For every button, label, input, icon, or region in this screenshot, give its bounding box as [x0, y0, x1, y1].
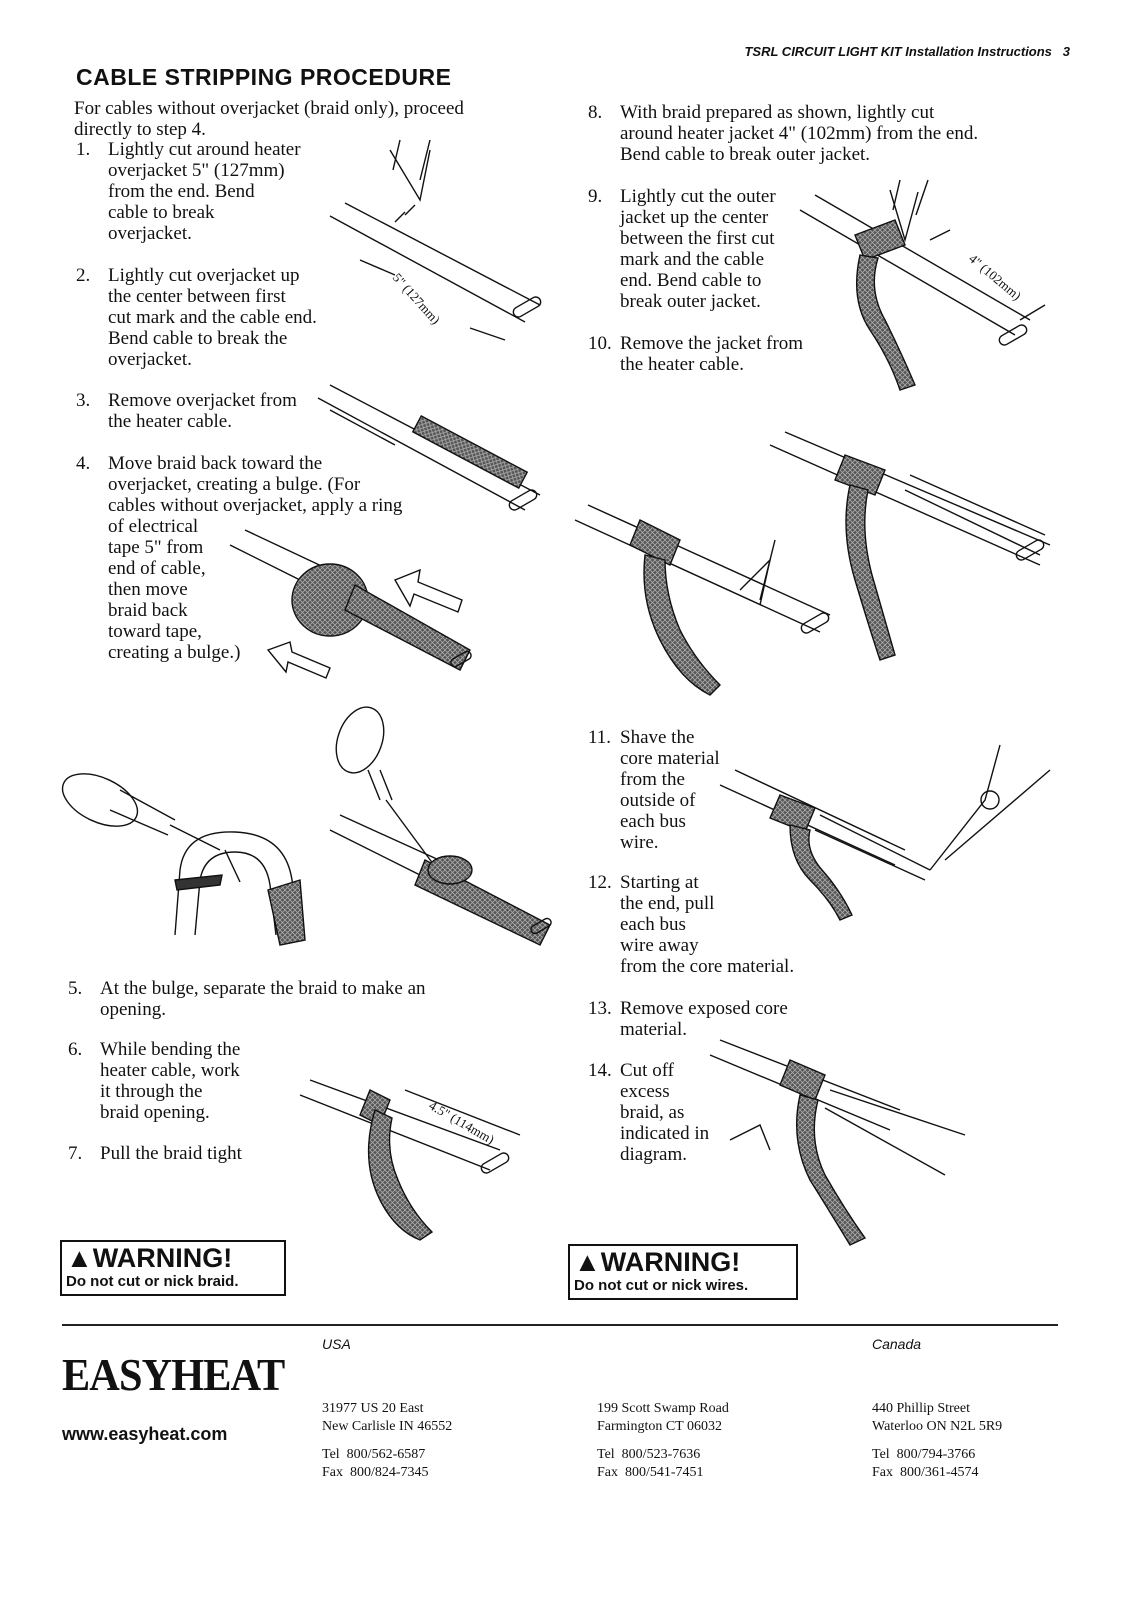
step-10: 10. Remove the jacket from the heater cable. — [588, 333, 804, 375]
step-2: 2. Lightly cut overjacket up the center between first cut mark and the cable end. Bend cable to break the overjacket. — [76, 265, 317, 370]
page-number: 3 — [1062, 44, 1070, 59]
warning-box-braid — [60, 1240, 286, 1296]
step-6: 6. While bending the heater cable, work it through the braid opening. — [68, 1039, 241, 1123]
step-4: 4. Move braid back toward the overjacket, creating a bulge. (For cables without overjacket, apply a ring of electrical tape 5" from end of cable, then move braid back toward tape, creating a bulge.) — [76, 453, 403, 663]
figure-jacket-removed — [770, 432, 1050, 660]
warning-text: Do not cut or nick braid. — [66, 1273, 239, 1290]
office-waterloo-phone: Tel 800/794-3766 Fax 800/361-4574 — [872, 1447, 979, 1480]
office-new-carlisle: 31977 US 20 East New Carlisle IN 46552 — [322, 1401, 453, 1434]
step-5: 5. At the bulge, separate the braid to make an opening. — [68, 978, 426, 1020]
step-9: 9. Lightly cut the outer jacket up the center between the first cut mark and the cable end. Bend cable to break outer jacket. — [588, 186, 776, 312]
step-11: 11. Shave the core material from the outside of each bus wire. — [588, 727, 720, 853]
warning-triangle-icon: ▲ — [574, 1247, 601, 1277]
warning-text: Do not cut or nick wires. — [574, 1277, 749, 1294]
figure-braid-tight — [300, 1080, 520, 1240]
usa-label: USA — [322, 1336, 351, 1352]
office-new-carlisle-phone: Tel 800/562-6587 Fax 800/824-7345 — [322, 1447, 429, 1480]
step-1: 1. Lightly cut around heater overjacket 5" (127mm) from the end. Bend cable to break overjacket. — [76, 139, 301, 244]
office-farmington-phone: Tel 800/523-7636 Fax 800/541-7451 — [597, 1447, 704, 1480]
easyheat-logo: EASYHEAT — [62, 1349, 285, 1400]
canada-label: Canada — [872, 1336, 922, 1352]
intro-text: For cables without overjacket (braid only), proceed directly to step 4. — [74, 98, 464, 140]
dimension-label-2: 4" (102mm) — [966, 250, 1025, 304]
footer-divider — [62, 1324, 1058, 1326]
step-13: 13. Remove exposed core material. — [588, 998, 788, 1040]
website-link[interactable]: www.easyheat.com — [62, 1424, 228, 1444]
warning-box-wires — [568, 1244, 798, 1300]
running-header — [744, 44, 1070, 59]
step-14: 14. Cut off excess braid, as indicated in diagram. — [588, 1060, 710, 1165]
step-12: 12. Starting at the end, pull each bus wire away from the core material. — [588, 872, 795, 977]
figure-screwdriver-bend — [54, 763, 305, 945]
dimension-label-1: 5" (127mm) — [389, 269, 444, 328]
figure-cut-braid — [710, 1040, 965, 1245]
office-farmington: 199 Scott Swamp Road Farmington CT 06032 — [597, 1401, 729, 1434]
step-7: 7. Pull the braid tight — [68, 1143, 242, 1164]
figure-jacket-slice — [575, 505, 830, 695]
page-title: CABLE STRIPPING PROCEDURE — [76, 64, 452, 90]
office-waterloo: 440 Phillip Street Waterloo ON N2L 5R9 — [872, 1401, 1003, 1434]
warning-heading: WARNING! — [600, 1247, 741, 1277]
running-title: TSRL CIRCUIT LIGHT KIT Installation Instructions — [744, 44, 1052, 59]
figure-screwdriver-opening — [328, 701, 553, 945]
step-3: 3. Remove overjacket from the heater cable. — [76, 390, 297, 432]
warning-triangle-icon: ▲ — [66, 1243, 93, 1273]
dimension-label-3: 4.5" (114mm) — [426, 1097, 497, 1147]
step-8: 8. With braid prepared as shown, lightly cut around heater jacket 4" (102mm) from the end. Bend cable to break outer jacket. — [588, 102, 979, 165]
warning-heading: WARNING! — [92, 1243, 233, 1273]
